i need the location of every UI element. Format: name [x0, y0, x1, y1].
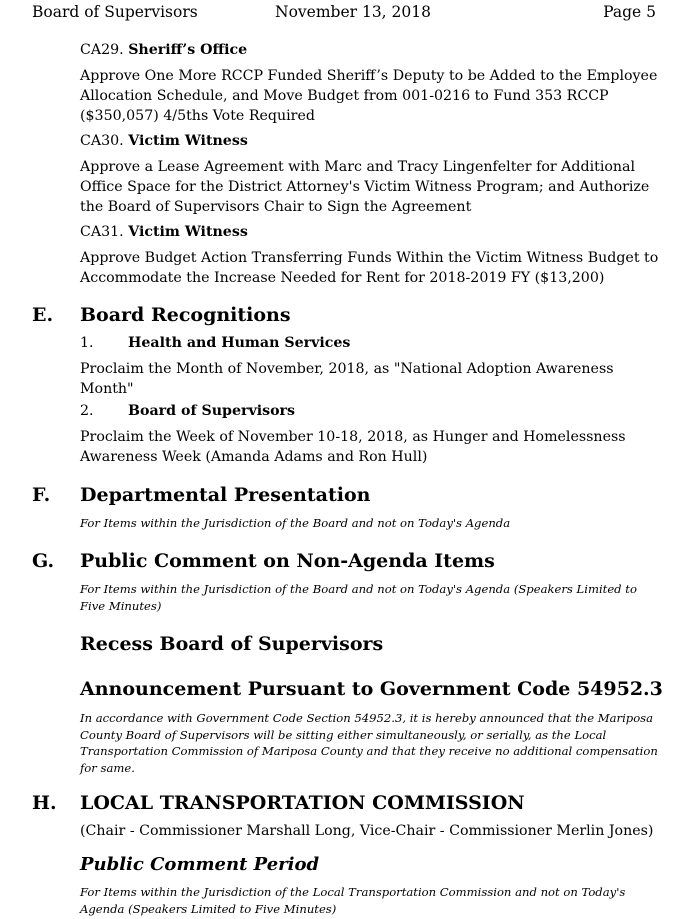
announcement-title: Announcement Pursuant to Government Code 54952.3	[80, 678, 663, 700]
recognition-2-number: 2.	[80, 403, 94, 419]
recognition-1-text: Proclaim the Month of November, 2018, as "National Adoption Awareness Month"	[80, 361, 614, 397]
header-date: November 13, 2018	[275, 3, 431, 21]
public-comment-note: For Items within the Jurisdiction of the Local Transportation Commission and not on Today's Agenda (Speakers Limited to Five Minutes)	[80, 885, 626, 916]
header-page-number: Page 5	[603, 3, 656, 21]
consent-item-title: Victim Witness	[128, 133, 248, 149]
page-header	[0, 3, 680, 23]
header-board-name: Board of Supervisors	[32, 3, 198, 21]
section-g-title: Public Comment on Non-Agenda Items	[80, 550, 495, 572]
recognition-2-text: Proclaim the Week of November 10-18, 2018, as Hunger and Homelessness Awareness Week (Amanda Adams and Ron Hull)	[80, 429, 626, 465]
section-f-note: For Items within the Jurisdiction of the Board and not on Today's Agenda	[80, 516, 511, 530]
section-e-letter: E.	[32, 304, 54, 326]
recognition-1-number: 1.	[80, 335, 94, 351]
consent-item-ca29	[80, 40, 670, 126]
consent-item-text: Approve One More RCCP Funded Sheriff’s Deputy to be Added to the Employee Allocation Schedule, and Move Budget from 001-0216 to Fund 353 RCCP ($350,057) 4/5ths Vote Required	[80, 68, 658, 124]
section-h-letter: H.	[32, 792, 57, 814]
consent-item-ca30	[80, 131, 670, 217]
consent-item-number: CA29.	[80, 42, 124, 58]
consent-item-text: Approve a Lease Agreement with Marc and Tracy Lingenfelter for Additional Office Space for the District Attorney's Victim Witness Program; and Authorize the Board of Supervisors Chair to Sign the Agreement	[80, 159, 650, 215]
consent-item-title: Sheriff’s Office	[128, 42, 248, 58]
section-h-title: LOCAL TRANSPORTATION COMMISSION	[80, 792, 525, 814]
consent-item-number: CA31.	[80, 224, 124, 240]
consent-item-number: CA30.	[80, 133, 124, 149]
section-g-letter: G.	[32, 550, 55, 572]
announcement-text: In accordance with Government Code Section 54952.3, it is hereby announced that the Mariposa County Board of Supervisors will be sitting either simultaneously, or serially, as the Local Transportation Commission of Mariposa County and that they receive no additional compensation for same.	[80, 711, 658, 775]
recognition-1-title: Health and Human Services	[128, 335, 351, 351]
recognition-2-title: Board of Supervisors	[128, 403, 296, 419]
consent-item-title: Victim Witness	[128, 224, 248, 240]
commission-chair-line: (Chair - Commissioner Marshall Long, Vice-Chair - Commissioner Merlin Jones)	[80, 823, 654, 839]
recess-title: Recess Board of Supervisors	[80, 633, 384, 655]
consent-item-text: Approve Budget Action Transferring Funds Within the Victim Witness Budget to Accommodate the Increase Needed for Rent for 2018-2019 FY ($13,200)	[80, 250, 659, 286]
section-f-letter: F.	[32, 484, 51, 506]
public-comment-title: Public Comment Period	[80, 854, 320, 875]
consent-item-ca31	[80, 222, 670, 288]
section-f-title: Departmental Presentation	[80, 484, 371, 506]
section-g-note: For Items within the Jurisdiction of the Board and not on Today's Agenda (Speakers Limited to Five Minutes)	[80, 582, 637, 613]
section-e-title: Board Recognitions	[80, 304, 291, 326]
